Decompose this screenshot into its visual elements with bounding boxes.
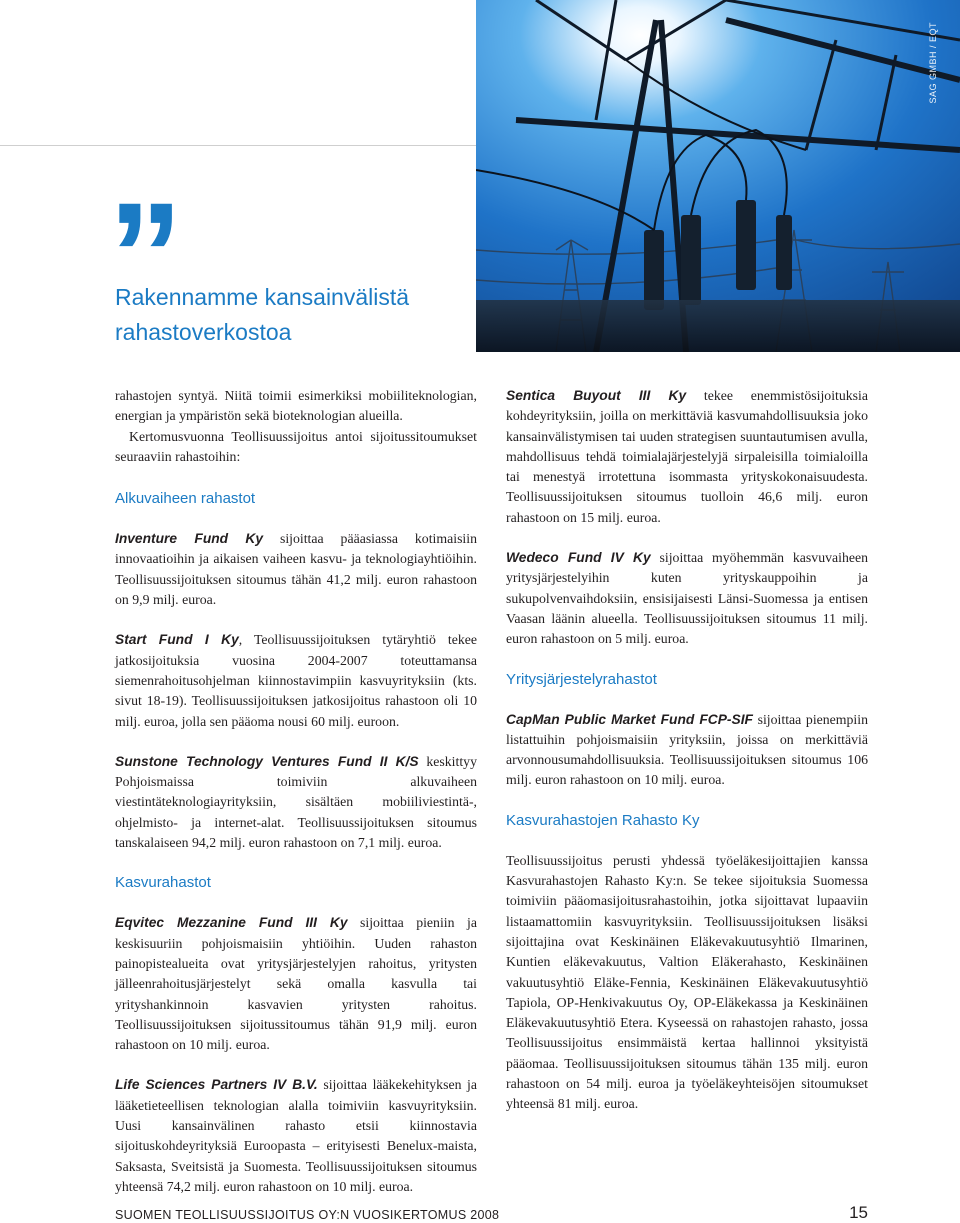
fund-description: sijoittaa myöhemmän kasvuvaiheen yritysjärjestelyihin kuten yrityskauppoihin ja sukupolvenvaihdoksiin, ensisijaisesti Länsi-Suomessa ja entisen Vaasan läänin alueella. Teollisuussijoituksen sitoumus 11 milj. euron rahastoon on 5 milj. euroa. [506, 550, 868, 647]
fund-name: Inventure Fund Ky [115, 531, 264, 547]
fund-name: Start Fund I Ky [115, 632, 239, 648]
fund-name: Sunstone Technology Ventures Fund II K/S [115, 753, 419, 769]
fund-sunstone [115, 752, 477, 853]
photo-illustration [476, 0, 960, 352]
fund-description: sijoittaa pääasiassa kotimaisiin innovaatioihin ja aikaisen vaiheen kasvu- ja teknologiayhtiöihin. Teollisuussijoituksen sitoumus tähän 41,2 milj. euron rahastoon on 9,9 milj. euroa. [115, 531, 477, 608]
fund-description: sijoittaa lääkekehityksen ja lääketieteellisen teknologian alalla toimiviin kasvuyrityksiin. Uusi kansainvälinen rahasto etsii kiinnostavia sijoituskohdeyrityksiä Euroopasta – erityisesti Benelux-maista, Saksasta, Sveitsistä ja Suomesta. Teollisuussijoituksen sitoumus yhteensä 74,2 milj. euron rahastoon on 10 milj. euroa. [115, 1077, 477, 1194]
fund-description: , Teollisuussijoituksen tytäryhtiö tekee jatkosijoituksia vuosina 2004-2007 toteuttamansa siemenrahoitusohjelman kiinnostavimpiin kasvuyrityksiin (kts. sivut 18-19). Teollisuussijoituksen jatkosijoitus rahastoon oli 10 milj. euroa, jolla sen pääoma nousi 60 milj. euroon. [115, 632, 477, 729]
header-rule [0, 145, 476, 146]
intro-paragraph: rahastojen syntyä. Niitä toimii esimerkiksi mobiiliteknologian, energian ja ympäristön sekä bioteknologian alueilla. [115, 388, 477, 424]
fund-eqvitec [115, 913, 477, 1055]
fund-name: CapMan Public Market Fund FCP-SIF [506, 711, 753, 727]
fund-name: Sentica Buyout III Ky [506, 388, 687, 403]
fund-description: sijoittaa pienempiin listattuihin pohjoismaisiin yrityksiin, joissa on merkittäviä arvonnousumahdollisuuksia. Teollisuussijoituksen sitoumus 106 milj. euron rahastoon on 10 milj. euroa. [506, 711, 868, 788]
title-line-1: Rakennamme kansainvälistä [115, 284, 410, 310]
right-column [506, 386, 868, 1115]
fund-name: Wedeco Fund IV Ky [506, 550, 651, 566]
fund-start [115, 630, 477, 731]
quote-mark: ” [108, 171, 169, 339]
fund-lifesciences [115, 1075, 477, 1197]
heading-early-stage: Alkuvaiheen rahastot [115, 490, 256, 508]
fund-description: tekee enemmistösijoituksia kohdeyrityksiin, joilla on merkittäviä kasvumahdollisuuksia joko kansainvälistymisen tai uuden strategisen suuntautumisen avulla, mahdollisuus tehdä toimialajärjestelyjä sirpaleisilla toimialoilla tai menestyä irrotettuna isommasta yrityskokonaisuudesta. Teollisuussijoituksen sitoumus tuolloin 46,6 milj. euron rahastoon on 15 milj. euroa. [506, 388, 868, 525]
photo-credit: SAG GMBH / EQT [928, 22, 938, 104]
fund-description: sijoittaa pieniin ja keskisuuriin pohjoismaisiin yhtiöihin. Uuden rahaston painopistealueita ovat yritysjärjestelyjen rahoitus, yritysten jälleenrahoitusjärjestelyt sekä omalla kasvulla tai yrityshankinnoin kasvavien yritysten rahoitus. Teollisuussijoituksen sijoitussitoumus tähän 91,9 milj. euron rahastoon on 10 milj. euroa. [115, 915, 477, 1053]
heading-restructuring: Yritysjärjestelyrahastot [506, 670, 657, 688]
heading-growth: Kasvurahastot [115, 874, 211, 892]
fund-sentica [506, 386, 868, 528]
left-column [115, 386, 477, 1197]
page-title [115, 280, 475, 350]
fund-inventure [115, 529, 477, 610]
fund-wedeco [506, 548, 868, 649]
fund-description: keskittyy Pohjoismaissa toimiviin alkuvaiheen viestintäteknologiayrityksiin, sisältäen mobiiliviestintä-, ohjelmisto- ja internet-alat. Teollisuussijoituksen sitoumus tanskalaiseen 94,2 milj. euron rahastoon on 7,1 milj. euroa. [115, 753, 477, 851]
fund-capman [506, 710, 868, 791]
commitments-intro: Kertomusvuonna Teollisuussijoitus antoi sijoitussitoumukset seuraaviin rahastoihin: [115, 428, 477, 464]
title-line-2: rahastoverkostoa [115, 319, 292, 345]
page-number: 15 [849, 1203, 868, 1222]
footer-publication: SUOMEN TEOLLISUUSSIJOITUS OY:N VUOSIKERTOMUS 2008 [115, 1208, 500, 1222]
substation-photo [476, 0, 960, 352]
fund-name: Life Sciences Partners IV B.V. [115, 1077, 318, 1093]
fund-of-funds-paragraph: Teollisuussijoitus perusti yhdessä työeläkesijoittajien kanssa Kasvurahastojen Rahasto Ky:n. Se tekee sijoituksia Suomessa toimiviin pääomasijoitusrahastoihin, jotka sijoittavat lupaaviin listaamattomiin kasvuyrityksiin. Teollisuussijoituksen lisäksi sijoittajina ovat Keskinäinen Eläkevakuutusyhtiö Ilmarinen, Kuntien eläkevakuutus, Valtion Eläkerahasto, Keskinäinen vakuutusyhtiö Eläke-Fennia, Keskinäinen Eläkevakuutusyhtiö Tapiola, OP-Henkivakuutus Oy, OP-Eläkekassa ja Keskinäinen Eläkevakuutusyhtiö Etera. Kyseessä on rahastojen rahasto, jossa Teollisuussijoitus ensimmäistä kertaa hallinnoi yksityistä pääomaa. Teollisuussijoituksen sitoumus tähän 135 milj. euron rahastoon on 54 milj. euroa ja työeläkeyhteisöjen sitoumukset yhteensä 81 milj. euroa. [506, 852, 868, 1112]
heading-fund-of-funds: Kasvurahastojen Rahasto Ky [506, 811, 700, 829]
fund-name: Eqvitec Mezzanine Fund III Ky [115, 915, 348, 931]
